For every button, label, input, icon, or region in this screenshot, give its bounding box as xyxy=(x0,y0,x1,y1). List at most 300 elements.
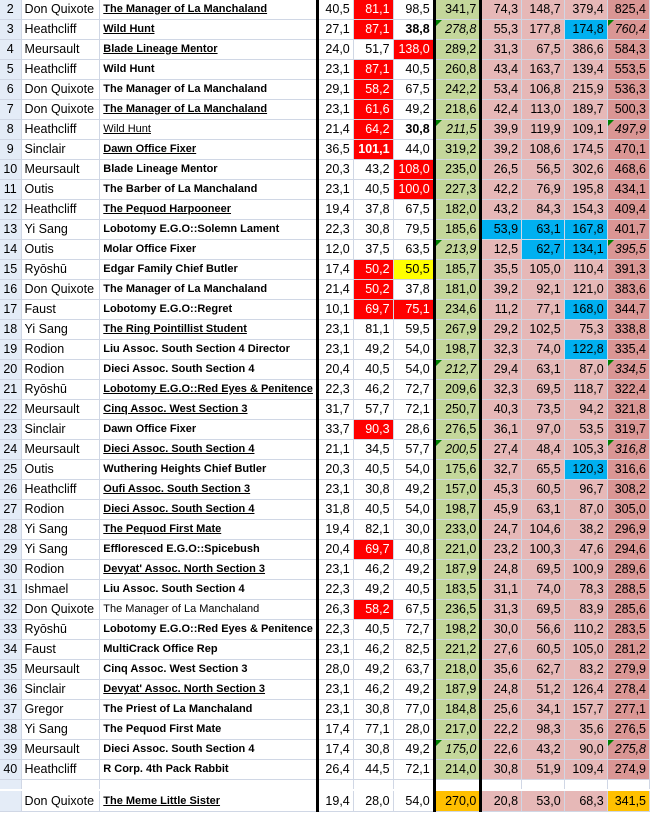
row-header[interactable]: 39 xyxy=(0,740,21,760)
weighted-cell-1[interactable]: 31,3 xyxy=(481,600,522,620)
row-header[interactable]: 29 xyxy=(0,540,21,560)
stat-cell-1[interactable]: 23,1 xyxy=(317,700,353,720)
total-cell[interactable]: 341,7 xyxy=(434,0,481,20)
total-cell[interactable]: 187,9 xyxy=(434,560,481,580)
stat-cell-2[interactable]: 30,8 xyxy=(353,220,393,240)
total-cell[interactable]: 209,6 xyxy=(434,380,481,400)
identity-name-cell[interactable]: The Priest of La Manchaland xyxy=(100,700,318,720)
weighted-cell-1[interactable]: 12,5 xyxy=(481,240,522,260)
stat-cell-3[interactable]: 49,2 xyxy=(393,680,434,700)
weighted-total-cell[interactable]: 334,5 xyxy=(607,360,649,380)
weighted-total-cell[interactable]: 344,7 xyxy=(607,300,649,320)
row-header[interactable]: 7 xyxy=(0,100,21,120)
sinner-name-cell[interactable]: Don Quixote xyxy=(21,80,100,100)
row-header[interactable]: 40 xyxy=(0,760,21,780)
identity-name-cell[interactable]: The Manager of La Manchaland xyxy=(100,280,318,300)
row-header[interactable]: 5 xyxy=(0,60,21,80)
weighted-cell-2[interactable]: 98,3 xyxy=(522,720,565,740)
sinner-name-cell[interactable]: Meursault xyxy=(21,40,100,60)
stat-cell-2[interactable]: 69,7 xyxy=(353,540,393,560)
stat-cell-2[interactable]: 28,0 xyxy=(353,790,393,812)
row-header[interactable]: 14 xyxy=(0,240,21,260)
weighted-cell-2[interactable]: 67,5 xyxy=(522,40,565,60)
weighted-total-cell[interactable]: 289,6 xyxy=(607,560,649,580)
weighted-cell-3[interactable]: 110,4 xyxy=(564,260,607,280)
stat-cell-1[interactable]: 19,4 xyxy=(317,790,353,812)
weighted-cell-1[interactable]: 30,0 xyxy=(481,620,522,640)
weighted-cell-1[interactable]: 42,2 xyxy=(481,180,522,200)
total-cell[interactable]: 198,2 xyxy=(434,620,481,640)
weighted-cell-3[interactable]: 105,0 xyxy=(564,640,607,660)
row-header[interactable]: 10 xyxy=(0,160,21,180)
row-header[interactable]: 2 xyxy=(0,0,21,20)
total-cell[interactable]: 214,0 xyxy=(434,760,481,780)
stat-cell-1[interactable]: 10,1 xyxy=(317,300,353,320)
weighted-total-cell[interactable]: 277,1 xyxy=(607,700,649,720)
row-header[interactable]: 32 xyxy=(0,600,21,620)
weighted-cell-3[interactable]: 75,3 xyxy=(564,320,607,340)
weighted-cell-2[interactable]: 60,5 xyxy=(522,640,565,660)
stat-cell-3[interactable]: 72,1 xyxy=(393,760,434,780)
sinner-name-cell[interactable]: Rodion xyxy=(21,360,100,380)
weighted-total-cell[interactable]: 279,9 xyxy=(607,660,649,680)
stat-cell-1[interactable]: 23,1 xyxy=(317,320,353,340)
stat-cell-3[interactable]: 67,5 xyxy=(393,600,434,620)
weighted-cell-1[interactable]: 32,3 xyxy=(481,340,522,360)
stat-cell-2[interactable]: 40,5 xyxy=(353,460,393,480)
sinner-name-cell[interactable]: Heathcliff xyxy=(21,20,100,40)
stat-cell-2[interactable]: 50,2 xyxy=(353,260,393,280)
stat-cell-2[interactable]: 30,8 xyxy=(353,740,393,760)
stat-cell-3[interactable]: 28,6 xyxy=(393,420,434,440)
stat-cell-2[interactable]: 81,1 xyxy=(353,320,393,340)
weighted-cell-2[interactable]: 73,5 xyxy=(522,400,565,420)
sinner-name-cell[interactable]: Meursault xyxy=(21,440,100,460)
weighted-cell-3[interactable]: 78,3 xyxy=(564,580,607,600)
stat-cell-3[interactable]: 82,5 xyxy=(393,640,434,660)
row-header[interactable]: 8 xyxy=(0,120,21,140)
row-header[interactable]: 12 xyxy=(0,200,21,220)
weighted-cell-3[interactable]: 121,0 xyxy=(564,280,607,300)
stat-cell-3[interactable]: 49,2 xyxy=(393,560,434,580)
sinner-name-cell[interactable]: Heathcliff xyxy=(21,200,100,220)
stat-cell-2[interactable]: 46,2 xyxy=(353,380,393,400)
total-cell[interactable]: 213,9 xyxy=(434,240,481,260)
stat-cell-1[interactable]: 36,5 xyxy=(317,140,353,160)
weighted-cell-1[interactable]: 26,5 xyxy=(481,160,522,180)
weighted-cell-3[interactable]: 96,7 xyxy=(564,480,607,500)
weighted-cell-2[interactable]: 56,6 xyxy=(522,620,565,640)
weighted-cell-2[interactable]: 62,7 xyxy=(522,660,565,680)
weighted-total-cell[interactable]: 383,6 xyxy=(607,280,649,300)
identity-name-cell[interactable]: The Manager of La Manchaland xyxy=(100,100,318,120)
weighted-total-cell[interactable]: 335,4 xyxy=(607,340,649,360)
sinner-name-cell[interactable]: Yi Sang xyxy=(21,520,100,540)
identity-name-cell[interactable]: Liu Assoc. South Section 4 Director xyxy=(100,340,318,360)
stat-cell-3[interactable]: 54,0 xyxy=(393,360,434,380)
weighted-cell-3[interactable]: 105,3 xyxy=(564,440,607,460)
identity-name-cell[interactable]: Effloresced E.G.O::Spicebush xyxy=(100,540,318,560)
weighted-cell-3[interactable]: 168,0 xyxy=(564,300,607,320)
stat-cell-1[interactable]: 17,4 xyxy=(317,740,353,760)
sinner-name-cell[interactable]: Ryōshū xyxy=(21,260,100,280)
weighted-cell-1[interactable]: 24,8 xyxy=(481,560,522,580)
row-header[interactable] xyxy=(0,790,21,812)
sinner-name-cell[interactable]: Don Quixote xyxy=(21,0,100,20)
identity-name-cell[interactable]: Oufi Assoc. South Section 3 xyxy=(100,480,318,500)
weighted-total-cell[interactable]: 338,8 xyxy=(607,320,649,340)
weighted-cell-2[interactable]: 74,0 xyxy=(522,340,565,360)
weighted-cell-1[interactable]: 25,6 xyxy=(481,700,522,720)
stat-cell-3[interactable]: 57,7 xyxy=(393,440,434,460)
row-header[interactable]: 21 xyxy=(0,380,21,400)
sinner-name-cell[interactable]: Yi Sang xyxy=(21,320,100,340)
weighted-cell-2[interactable]: 148,7 xyxy=(522,0,565,20)
identity-name-cell[interactable]: Lobotomy E.G.O::Solemn Lament xyxy=(100,220,318,240)
stat-cell-3[interactable]: 79,5 xyxy=(393,220,434,240)
row-header[interactable]: 17 xyxy=(0,300,21,320)
stat-cell-1[interactable]: 23,1 xyxy=(317,60,353,80)
identity-name-cell[interactable]: The Ring Pointillist Student xyxy=(100,320,318,340)
identity-name-cell[interactable]: The Manager of La Manchaland xyxy=(100,0,318,20)
total-cell[interactable]: 217,0 xyxy=(434,720,481,740)
sinner-name-cell[interactable]: Heathcliff xyxy=(21,60,100,80)
row-header[interactable]: 28 xyxy=(0,520,21,540)
stat-cell-3[interactable]: 98,5 xyxy=(393,0,434,20)
weighted-cell-1[interactable]: 32,7 xyxy=(481,460,522,480)
stat-cell-3[interactable]: 49,2 xyxy=(393,100,434,120)
stat-cell-3[interactable]: 44,0 xyxy=(393,140,434,160)
row-header[interactable]: 26 xyxy=(0,480,21,500)
weighted-cell-1[interactable]: 39,2 xyxy=(481,140,522,160)
weighted-total-cell[interactable]: 275,8 xyxy=(607,740,649,760)
weighted-cell-2[interactable]: 53,0 xyxy=(522,790,565,812)
weighted-cell-1[interactable]: 39,2 xyxy=(481,280,522,300)
identity-name-cell[interactable]: Blade Lineage Mentor xyxy=(100,160,318,180)
sinner-name-cell[interactable]: Ishmael xyxy=(21,580,100,600)
stat-cell-2[interactable]: 81,1 xyxy=(353,0,393,20)
stat-cell-1[interactable]: 23,1 xyxy=(317,340,353,360)
row-header[interactable]: 24 xyxy=(0,440,21,460)
weighted-cell-2[interactable]: 76,9 xyxy=(522,180,565,200)
identity-name-cell[interactable]: Wild Hunt xyxy=(100,120,318,140)
row-header[interactable]: 19 xyxy=(0,340,21,360)
identity-name-cell[interactable]: Dawn Office Fixer xyxy=(100,140,318,160)
weighted-cell-1[interactable]: 22,6 xyxy=(481,740,522,760)
weighted-cell-3[interactable]: 53,5 xyxy=(564,420,607,440)
weighted-cell-2[interactable]: 69,5 xyxy=(522,560,565,580)
stat-cell-1[interactable]: 19,4 xyxy=(317,520,353,540)
weighted-cell-1[interactable]: 53,9 xyxy=(481,220,522,240)
weighted-cell-3[interactable]: 157,7 xyxy=(564,700,607,720)
weighted-cell-1[interactable]: 20,8 xyxy=(481,790,522,812)
stat-cell-3[interactable]: 49,2 xyxy=(393,740,434,760)
stat-cell-1[interactable]: 17,4 xyxy=(317,260,353,280)
weighted-total-cell[interactable]: 341,5 xyxy=(607,790,649,812)
weighted-cell-2[interactable]: 43,2 xyxy=(522,740,565,760)
weighted-cell-1[interactable]: 43,4 xyxy=(481,60,522,80)
weighted-total-cell[interactable]: 553,5 xyxy=(607,60,649,80)
stat-cell-1[interactable]: 23,1 xyxy=(317,100,353,120)
stat-cell-1[interactable]: 23,1 xyxy=(317,640,353,660)
sinner-name-cell[interactable]: Yi Sang xyxy=(21,720,100,740)
stat-cell-1[interactable]: 26,4 xyxy=(317,760,353,780)
stat-cell-1[interactable]: 20,4 xyxy=(317,360,353,380)
stat-cell-1[interactable]: 26,3 xyxy=(317,600,353,620)
weighted-cell-1[interactable]: 32,3 xyxy=(481,380,522,400)
weighted-cell-1[interactable]: 74,3 xyxy=(481,0,522,20)
stat-cell-3[interactable]: 72,7 xyxy=(393,620,434,640)
identity-name-cell[interactable]: The Manager of La Manchaland xyxy=(100,80,318,100)
row-header[interactable]: 34 xyxy=(0,640,21,660)
stat-cell-3[interactable]: 108,0 xyxy=(393,160,434,180)
weighted-cell-2[interactable]: 77,1 xyxy=(522,300,565,320)
weighted-cell-2[interactable]: 92,1 xyxy=(522,280,565,300)
stat-cell-3[interactable]: 75,1 xyxy=(393,300,434,320)
stat-cell-1[interactable]: 22,3 xyxy=(317,580,353,600)
stat-cell-2[interactable]: 40,5 xyxy=(353,620,393,640)
stat-cell-1[interactable]: 22,3 xyxy=(317,220,353,240)
row-header[interactable]: 27 xyxy=(0,500,21,520)
identity-name-cell[interactable]: Edgar Family Chief Butler xyxy=(100,260,318,280)
stat-cell-2[interactable]: 40,5 xyxy=(353,500,393,520)
sinner-name-cell[interactable]: Sinclair xyxy=(21,680,100,700)
weighted-cell-3[interactable]: 110,2 xyxy=(564,620,607,640)
stat-cell-2[interactable]: 58,2 xyxy=(353,600,393,620)
sinner-name-cell[interactable]: Ryōshū xyxy=(21,380,100,400)
stat-cell-3[interactable]: 54,0 xyxy=(393,460,434,480)
weighted-total-cell[interactable]: 825,4 xyxy=(607,0,649,20)
weighted-cell-2[interactable]: 51,9 xyxy=(522,760,565,780)
identity-name-cell[interactable]: Cinq Assoc. West Section 3 xyxy=(100,660,318,680)
weighted-cell-2[interactable]: 63,1 xyxy=(522,360,565,380)
stat-cell-1[interactable]: 20,3 xyxy=(317,460,353,480)
weighted-total-cell[interactable]: 308,2 xyxy=(607,480,649,500)
weighted-total-cell[interactable]: 285,6 xyxy=(607,600,649,620)
sinner-name-cell[interactable]: Heathcliff xyxy=(21,120,100,140)
weighted-total-cell[interactable]: 274,9 xyxy=(607,760,649,780)
stat-cell-3[interactable]: 40,5 xyxy=(393,580,434,600)
total-cell[interactable]: 235,0 xyxy=(434,160,481,180)
weighted-cell-1[interactable]: 42,4 xyxy=(481,100,522,120)
stat-cell-2[interactable]: 34,5 xyxy=(353,440,393,460)
weighted-cell-1[interactable]: 40,3 xyxy=(481,400,522,420)
weighted-total-cell[interactable]: 391,3 xyxy=(607,260,649,280)
total-cell[interactable]: 221,0 xyxy=(434,540,481,560)
stat-cell-1[interactable]: 21,4 xyxy=(317,280,353,300)
stat-cell-2[interactable]: 101,1 xyxy=(353,140,393,160)
total-cell[interactable]: 289,2 xyxy=(434,40,481,60)
weighted-cell-3[interactable]: 122,8 xyxy=(564,340,607,360)
weighted-cell-3[interactable]: 47,6 xyxy=(564,540,607,560)
stat-cell-2[interactable]: 46,2 xyxy=(353,680,393,700)
weighted-cell-1[interactable]: 36,1 xyxy=(481,420,522,440)
stat-cell-3[interactable]: 37,8 xyxy=(393,280,434,300)
sinner-name-cell[interactable]: Sinclair xyxy=(21,140,100,160)
weighted-cell-2[interactable]: 104,6 xyxy=(522,520,565,540)
row-header[interactable]: 11 xyxy=(0,180,21,200)
stat-cell-2[interactable]: 40,5 xyxy=(353,360,393,380)
stat-cell-2[interactable]: 49,2 xyxy=(353,340,393,360)
sinner-name-cell[interactable]: Faust xyxy=(21,640,100,660)
stat-cell-2[interactable]: 57,7 xyxy=(353,400,393,420)
sinner-name-cell[interactable]: Outis xyxy=(21,460,100,480)
stat-cell-3[interactable]: 28,0 xyxy=(393,720,434,740)
identity-name-cell[interactable]: Dieci Assoc. South Section 4 xyxy=(100,440,318,460)
stat-cell-2[interactable]: 49,2 xyxy=(353,580,393,600)
weighted-total-cell[interactable]: 468,6 xyxy=(607,160,649,180)
stat-cell-1[interactable]: 28,0 xyxy=(317,660,353,680)
row-header[interactable]: 30 xyxy=(0,560,21,580)
stat-cell-1[interactable]: 23,1 xyxy=(317,680,353,700)
weighted-cell-1[interactable]: 30,8 xyxy=(481,760,522,780)
sinner-name-cell[interactable]: Don Quixote xyxy=(21,100,100,120)
identity-name-cell[interactable]: The Meme Little Sister xyxy=(100,790,318,812)
total-cell[interactable]: 212,7 xyxy=(434,360,481,380)
weighted-cell-2[interactable]: 69,5 xyxy=(522,380,565,400)
total-cell[interactable]: 236,5 xyxy=(434,600,481,620)
stat-cell-3[interactable]: 72,7 xyxy=(393,380,434,400)
row-header[interactable]: 15 xyxy=(0,260,21,280)
stat-cell-3[interactable]: 30,0 xyxy=(393,520,434,540)
weighted-cell-3[interactable]: 100,9 xyxy=(564,560,607,580)
stat-cell-1[interactable]: 19,4 xyxy=(317,200,353,220)
identity-name-cell[interactable]: The Pequod Harpooneer xyxy=(100,200,318,220)
weighted-cell-2[interactable]: 69,5 xyxy=(522,600,565,620)
weighted-cell-3[interactable]: 174,8 xyxy=(564,20,607,40)
stat-cell-1[interactable]: 23,1 xyxy=(317,480,353,500)
weighted-total-cell[interactable]: 288,5 xyxy=(607,580,649,600)
weighted-total-cell[interactable]: 305,0 xyxy=(607,500,649,520)
weighted-total-cell[interactable]: 316,8 xyxy=(607,440,649,460)
weighted-cell-3[interactable]: 215,9 xyxy=(564,80,607,100)
stat-cell-3[interactable]: 40,5 xyxy=(393,60,434,80)
sinner-name-cell[interactable]: Heathcliff xyxy=(21,760,100,780)
stat-cell-2[interactable]: 40,5 xyxy=(353,180,393,200)
weighted-total-cell[interactable]: 434,1 xyxy=(607,180,649,200)
stat-cell-3[interactable]: 63,7 xyxy=(393,660,434,680)
weighted-cell-3[interactable]: 109,1 xyxy=(564,120,607,140)
stat-cell-2[interactable]: 44,5 xyxy=(353,760,393,780)
stat-cell-2[interactable]: 64,2 xyxy=(353,120,393,140)
identity-name-cell[interactable]: Dieci Assoc. South Section 4 xyxy=(100,360,318,380)
stat-cell-3[interactable]: 49,2 xyxy=(393,480,434,500)
stat-cell-1[interactable]: 22,3 xyxy=(317,620,353,640)
sinner-name-cell[interactable]: Meursault xyxy=(21,660,100,680)
weighted-cell-3[interactable]: 302,6 xyxy=(564,160,607,180)
weighted-cell-1[interactable]: 11,2 xyxy=(481,300,522,320)
total-cell[interactable]: 221,2 xyxy=(434,640,481,660)
sinner-name-cell[interactable]: Meursault xyxy=(21,740,100,760)
identity-name-cell[interactable]: The Pequod First Mate xyxy=(100,720,318,740)
stat-cell-3[interactable]: 30,8 xyxy=(393,120,434,140)
row-header[interactable]: 3 xyxy=(0,20,21,40)
weighted-cell-3[interactable]: 126,4 xyxy=(564,680,607,700)
total-cell[interactable]: 234,6 xyxy=(434,300,481,320)
stat-cell-1[interactable]: 23,1 xyxy=(317,180,353,200)
stat-cell-2[interactable]: 46,2 xyxy=(353,640,393,660)
weighted-cell-3[interactable]: 386,6 xyxy=(564,40,607,60)
weighted-cell-3[interactable]: 174,5 xyxy=(564,140,607,160)
sinner-name-cell[interactable]: Meursault xyxy=(21,160,100,180)
stat-cell-1[interactable]: 33,7 xyxy=(317,420,353,440)
stat-cell-2[interactable]: 37,5 xyxy=(353,240,393,260)
total-cell[interactable]: 183,5 xyxy=(434,580,481,600)
total-cell[interactable]: 185,6 xyxy=(434,220,481,240)
weighted-cell-2[interactable]: 113,0 xyxy=(522,100,565,120)
weighted-cell-1[interactable]: 22,2 xyxy=(481,720,522,740)
total-cell[interactable]: 270,0 xyxy=(434,790,481,812)
stat-cell-1[interactable]: 27,1 xyxy=(317,20,353,40)
identity-name-cell[interactable]: Cinq Assoc. West Section 3 xyxy=(100,400,318,420)
weighted-total-cell[interactable]: 395,5 xyxy=(607,240,649,260)
identity-name-cell[interactable]: The Manager of La Manchaland xyxy=(100,600,318,620)
stat-cell-3[interactable]: 77,0 xyxy=(393,700,434,720)
stat-cell-2[interactable]: 50,2 xyxy=(353,280,393,300)
weighted-total-cell[interactable]: 294,6 xyxy=(607,540,649,560)
identity-name-cell[interactable]: Devyat' Assoc. North Section 3 xyxy=(100,560,318,580)
stat-cell-3[interactable]: 138,0 xyxy=(393,40,434,60)
stat-cell-2[interactable]: 77,1 xyxy=(353,720,393,740)
total-cell[interactable]: 319,2 xyxy=(434,140,481,160)
sinner-name-cell[interactable]: Ryōshū xyxy=(21,620,100,640)
weighted-cell-3[interactable]: 379,4 xyxy=(564,0,607,20)
row-header[interactable]: 33 xyxy=(0,620,21,640)
weighted-cell-2[interactable]: 34,1 xyxy=(522,700,565,720)
sinner-name-cell[interactable]: Don Quixote xyxy=(21,280,100,300)
weighted-cell-2[interactable]: 65,5 xyxy=(522,460,565,480)
stat-cell-1[interactable]: 29,1 xyxy=(317,80,353,100)
stat-cell-1[interactable]: 40,5 xyxy=(317,0,353,20)
weighted-total-cell[interactable]: 283,5 xyxy=(607,620,649,640)
stat-cell-2[interactable]: 87,1 xyxy=(353,60,393,80)
weighted-total-cell[interactable]: 278,4 xyxy=(607,680,649,700)
weighted-cell-3[interactable]: 68,3 xyxy=(564,790,607,812)
sinner-name-cell[interactable]: Gregor xyxy=(21,700,100,720)
weighted-total-cell[interactable]: 281,2 xyxy=(607,640,649,660)
sinner-name-cell[interactable]: Outis xyxy=(21,240,100,260)
total-cell[interactable]: 200,5 xyxy=(434,440,481,460)
row-header[interactable]: 23 xyxy=(0,420,21,440)
weighted-total-cell[interactable]: 316,6 xyxy=(607,460,649,480)
total-cell[interactable]: 187,9 xyxy=(434,680,481,700)
weighted-cell-2[interactable]: 97,0 xyxy=(522,420,565,440)
stat-cell-1[interactable]: 20,3 xyxy=(317,160,353,180)
stat-cell-1[interactable]: 31,8 xyxy=(317,500,353,520)
weighted-cell-1[interactable]: 29,2 xyxy=(481,320,522,340)
weighted-cell-1[interactable]: 43,2 xyxy=(481,200,522,220)
identity-name-cell[interactable]: Lobotomy E.G.O::Red Eyes & Penitence xyxy=(100,620,318,640)
stat-cell-3[interactable]: 59,5 xyxy=(393,320,434,340)
weighted-cell-1[interactable]: 24,8 xyxy=(481,680,522,700)
weighted-cell-3[interactable]: 35,6 xyxy=(564,720,607,740)
weighted-cell-2[interactable]: 60,5 xyxy=(522,480,565,500)
stat-cell-2[interactable]: 87,1 xyxy=(353,20,393,40)
weighted-total-cell[interactable]: 276,5 xyxy=(607,720,649,740)
total-cell[interactable]: 184,8 xyxy=(434,700,481,720)
weighted-cell-1[interactable]: 31,3 xyxy=(481,40,522,60)
weighted-cell-3[interactable]: 87,0 xyxy=(564,500,607,520)
stat-cell-1[interactable]: 24,0 xyxy=(317,40,353,60)
weighted-cell-1[interactable]: 29,4 xyxy=(481,360,522,380)
stat-cell-2[interactable]: 69,7 xyxy=(353,300,393,320)
weighted-cell-2[interactable]: 105,0 xyxy=(522,260,565,280)
row-header[interactable]: 37 xyxy=(0,700,21,720)
row-header[interactable]: 9 xyxy=(0,140,21,160)
weighted-cell-3[interactable]: 120,3 xyxy=(564,460,607,480)
weighted-cell-2[interactable]: 163,7 xyxy=(522,60,565,80)
row-header[interactable]: 20 xyxy=(0,360,21,380)
